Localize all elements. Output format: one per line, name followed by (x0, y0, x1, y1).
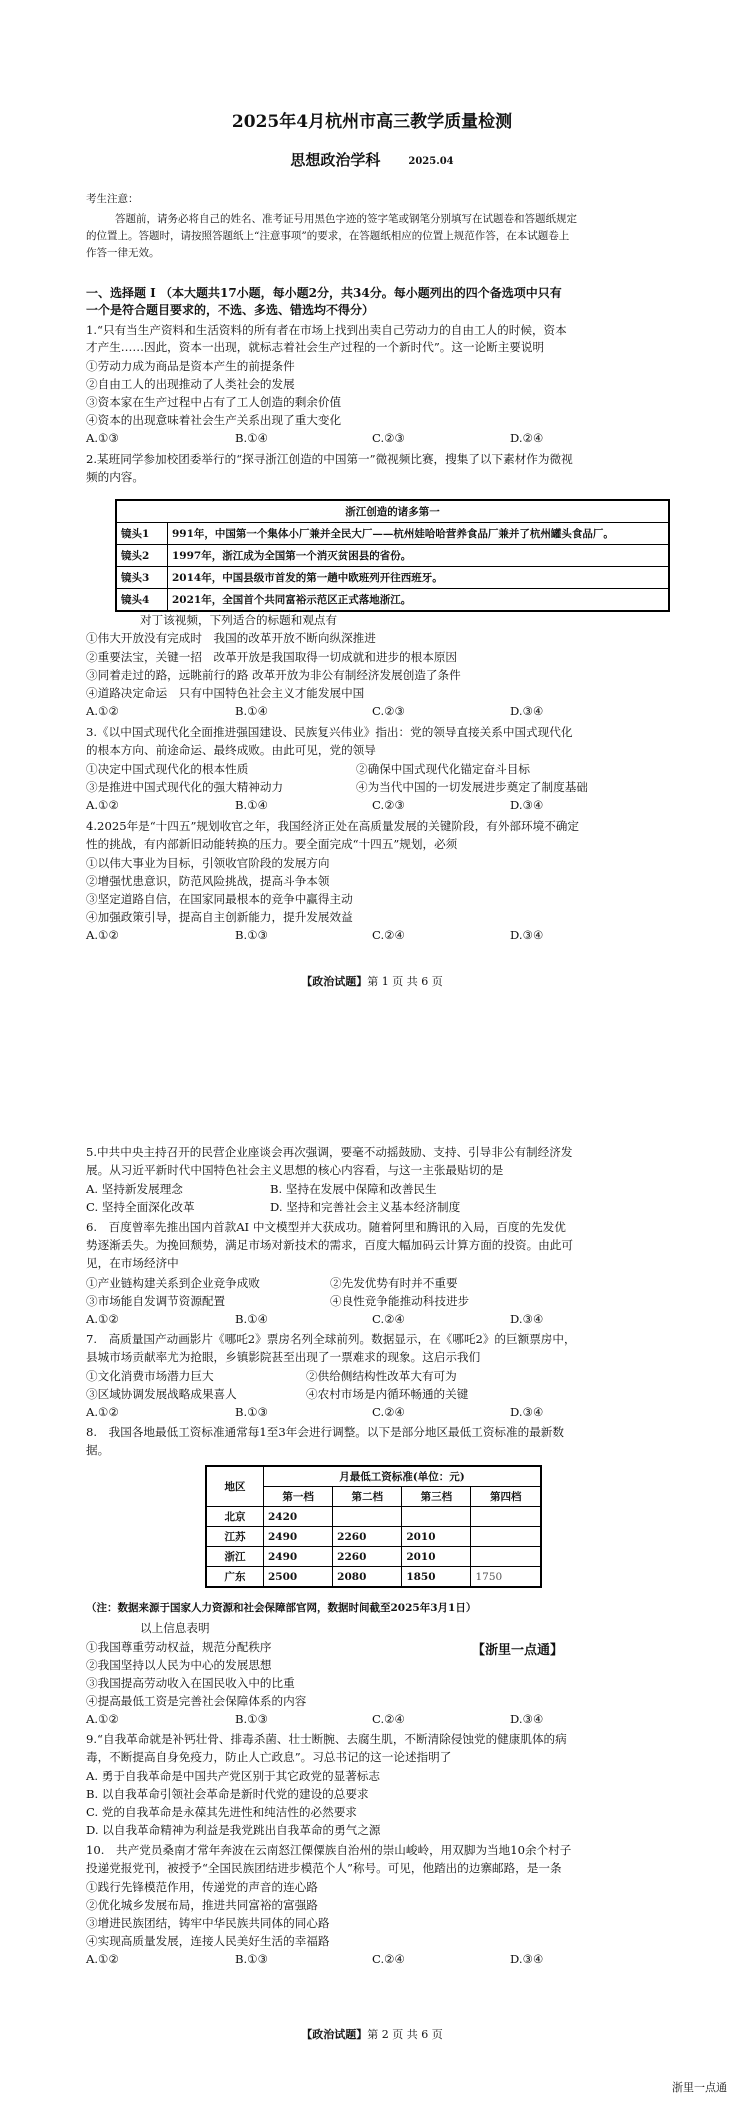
row-label: 镜头1 (116, 523, 168, 545)
q2-option: D.③④ (510, 704, 544, 718)
q8-item: ①我国尊重劳动权益，规范分配秩序 (86, 1640, 272, 1654)
page-footer (0, 2026, 744, 2042)
row-label: 镜头3 (116, 567, 168, 589)
q5-option: A. 坚持新发展理念 (86, 1182, 183, 1196)
column-header: 第四档 (471, 1487, 541, 1507)
q3-option: C.②③ (372, 798, 405, 812)
row-label: 镜头2 (116, 545, 168, 567)
table-row (116, 523, 669, 545)
q4-option: D.③④ (510, 928, 544, 942)
q1-option: D.②④ (510, 431, 544, 445)
notice-line: 答题前，请务必将自己的姓名、准考证号用黑色字迹的签字笔或钢笔分别填写在试题卷和答题纸规定 (115, 213, 577, 225)
q2-item: ①伟大开放没有完成时 我国的改革开放不断向纵深推进 (86, 631, 376, 645)
q9-option: B. 以自我革命引领社会革命是新时代党的建设的总要求 (86, 1787, 369, 1801)
q4-stem: 性的挑战，有内部新旧动能转换的压力。要全面完成“十四五”规划，必须 (86, 837, 458, 851)
group-header: 月最低工资标准(单位：元) (264, 1466, 542, 1487)
q7-item: ④农村市场是内循环畅通的关键 (306, 1387, 469, 1401)
q3-item: ③是推进中国式现代化的强大精神动力 (86, 780, 284, 794)
q1-item: ④资本的出现意味着社会生产关系出现了重大变化 (86, 413, 342, 427)
q8-stem: 8. 我国各地最低工资标准通常每1至3年会进行调整。以下是部分地区最低工资标准的最新数 (86, 1425, 564, 1439)
table-row (206, 1527, 541, 1547)
value-cell: 2490 (264, 1527, 333, 1547)
q3-option: B.①④ (235, 798, 268, 812)
q7-stem: 7. 高质量国产动画影片《哪吒2》票房名列全球前列。数据显示，在《哪吒2》的巨额票房中， (86, 1332, 576, 1346)
exam-title: 2025年4月杭州市高三教学质量检测 (231, 112, 513, 132)
q2-option: C.②③ (372, 704, 405, 718)
q1-item: ②自由工人的出现推动了人类社会的发展 (86, 377, 295, 391)
q8-option: B.①③ (235, 1712, 268, 1726)
row-text: 2014年，中国县级市首发的第一趟中欧班列开往西班牙。 (168, 567, 670, 589)
q4-stem: 4.2025年是“十四五”规划收官之年，我国经济正处在高质量发展的关键阶段，有外部环境不确定 (86, 819, 579, 833)
q5-option: C. 坚持全面深化改革 (86, 1200, 195, 1214)
q7-item: ①文化消费市场潜力巨大 (86, 1369, 214, 1383)
q9-stem: 毒，不断提高自身免疫力，防止人亡政息”。习总书记的这一论述指明了 (86, 1750, 452, 1764)
q3-item: ①决定中国式现代化的根本性质 (86, 762, 249, 776)
table-row (116, 567, 669, 589)
q8-item: ③我国提高劳动收入在国民收入中的比重 (86, 1676, 295, 1690)
column-header: 第二档 (333, 1487, 402, 1507)
region-cell: 浙江 (206, 1547, 264, 1567)
q6-option: D.③④ (510, 1312, 544, 1326)
q4-item: ①以伟大事业为目标，引领收官阶段的发展方向 (86, 856, 330, 870)
value-cell: 2420 (264, 1507, 333, 1527)
value-cell: 1750 (471, 1567, 541, 1588)
q8-note: （注：数据来源于国家人力资源和社会保障部官网，数据时间截至2025年3月1日） (86, 1602, 477, 1614)
q4-item: ②增强忧患意识，防范风险挑战，提高斗争本领 (86, 874, 330, 888)
q6-option: A.①② (86, 1312, 119, 1326)
q1-item: ①劳动力成为商品是资本产生的前提条件 (86, 359, 295, 373)
q3-item: ②确保中国式现代化锚定奋斗目标 (356, 762, 530, 776)
q4-item: ④加强政策引导，提高自主创新能力，提升发展效益 (86, 910, 353, 924)
q8-item: ②我国坚持以人民为中心的发展思想 (86, 1658, 272, 1672)
footer-label: 【政治试题】 (301, 975, 368, 988)
q10-stem: 10. 共产党员桑南才常年奔波在云南怒江傈僳族自治州的崇山峻岭，用双脚为当地10余个村子 (86, 1843, 572, 1857)
q1-option: A.①③ (86, 431, 119, 445)
value-cell: 2010 (402, 1547, 471, 1567)
q4-option: C.②④ (372, 928, 405, 942)
region-cell: 广东 (206, 1567, 264, 1588)
q2-option: A.①② (86, 704, 119, 718)
q6-item: ③市场能自发调节资源配置 (86, 1294, 226, 1308)
zhejiang-firsts-table (115, 499, 670, 612)
subject-name: 思想政治学科 (290, 151, 381, 169)
table-title: 浙江创造的诸多第一 (116, 500, 669, 523)
q5-option: B. 坚持在发展中保障和改善民生 (270, 1182, 437, 1196)
q5-stem: 5.中共中央主持召开的民营企业座谈会再次强调，要毫不动摇鼓励、支持、引导非公有制经济发 (86, 1145, 573, 1159)
q6-item: ①产业链构建关系到企业竞争成败 (86, 1276, 260, 1290)
q10-stem: 投递党报党刊，被授予“全国民族团结进步模范个人”称号。可见，他踏出的边寨邮路，是一条 (86, 1861, 562, 1875)
q7-item: ②供给侧结构性改革大有可为 (306, 1369, 457, 1383)
q7-item: ③区域协调发展战略成果喜人 (86, 1387, 237, 1401)
q10-option: C.②④ (372, 1952, 405, 1966)
region-header: 地区 (206, 1466, 264, 1507)
q3-item: ④为当代中国的一切发展进步奠定了制度基础 (356, 780, 588, 794)
value-cell (471, 1527, 541, 1547)
value-cell: 2080 (333, 1567, 402, 1588)
table-row (206, 1547, 541, 1567)
section-heading: 一个是符合题目要求的，不选、多选、错选均不得分） (86, 303, 375, 317)
q9-option: C. 党的自我革命是永葆其先进性和纯洁性的必然要求 (86, 1805, 357, 1819)
q10-item: ①践行先锋模范作用，传递党的声音的连心路 (86, 1880, 318, 1894)
q8-item: ④提高最低工资是完善社会保障体系的内容 (86, 1694, 307, 1708)
q7-option: D.③④ (510, 1405, 544, 1419)
q6-option: C.②④ (372, 1312, 405, 1326)
q3-stem: 3.《以中国式现代化全面推进强国建设、民族复兴伟业》指出：党的领导直接关系中国式现代化 (86, 725, 573, 739)
table-row (206, 1567, 541, 1588)
q6-item: ②先发优势有时并不重要 (330, 1276, 458, 1290)
footer-label: 【政治试题】 (301, 2028, 368, 2041)
q1-stem: 才产生……因此，资本一出现，就标志着社会生产过程的一个新时代”。这一论断主要说明 (86, 340, 545, 354)
q3-option: D.③④ (510, 798, 544, 812)
notice-label: 考生注意： (86, 193, 139, 205)
region-cell: 江苏 (206, 1527, 264, 1547)
min-wage-table (205, 1465, 542, 1588)
q4-item: ③坚定道路自信，在国家同最根本的竞争中赢得主动 (86, 892, 353, 906)
q2-item: ④道路决定命运 只有中国特色社会主义才能发展中国 (86, 686, 365, 700)
q1-option: C.②③ (372, 431, 405, 445)
region-cell: 北京 (206, 1507, 264, 1527)
q8-option: C.②④ (372, 1712, 405, 1726)
q8-lead: 以上信息表明 (140, 1621, 210, 1635)
value-cell: 2260 (333, 1547, 402, 1567)
q8-option: A.①② (86, 1712, 119, 1726)
footer-page: 第 1 页 共 6 页 (367, 975, 443, 988)
table-row (206, 1507, 541, 1527)
q4-option: A.①② (86, 928, 119, 942)
value-cell: 2500 (264, 1567, 333, 1588)
row-text: 2021年，全国首个共同富裕示范区正式落地浙江。 (168, 589, 670, 612)
q1-option: B.①④ (235, 431, 268, 445)
q7-stem: 县城市场贡献率尤为抢眼，乡镇影院甚至出现了一票难求的现象。这启示我们 (86, 1350, 481, 1364)
notice-line: 作答一律无效。 (86, 247, 160, 259)
q8-stem: 据。 (86, 1443, 110, 1457)
q8-option: D.③④ (510, 1712, 544, 1726)
value-cell (471, 1547, 541, 1567)
q6-stem: 6. 百度曾率先推出国内首款AI 中文模型并大获成功。随着阿里和腾讯的入局，百度的先发优 (86, 1220, 566, 1234)
value-cell (402, 1507, 471, 1527)
value-cell (333, 1507, 402, 1527)
q6-item: ④良性竞争能推动科技进步 (330, 1294, 470, 1308)
q10-option: A.①② (86, 1952, 119, 1966)
q7-option: A.①② (86, 1405, 119, 1419)
value-cell: 2260 (333, 1527, 402, 1547)
watermark-label: 【浙里一点通】 (472, 1643, 564, 1658)
value-cell: 1850 (402, 1567, 471, 1588)
brand-watermark: 浙里一点通 (672, 2081, 727, 2094)
q2-lead: 对丁该视频，下列适合的标题和观点有 (140, 613, 338, 627)
table-row (116, 589, 669, 612)
q7-option: B.①③ (235, 1405, 268, 1419)
footer-page: 第 2 页 共 6 页 (367, 2028, 443, 2041)
section-heading: 一、选择题 Ⅰ （本大题共17小题，每小题2分，共34分。每小题列出的四个备选项中只有 (86, 286, 562, 300)
q10-option: D.③④ (510, 1952, 544, 1966)
q2-stem: 2.某班同学参加校团委举行的“探寻浙江创造的中国第一”微视频比赛，搜集了以下素材作为微视 (86, 452, 573, 466)
page-footer (0, 973, 744, 989)
q9-option: A. 勇于自我革命是中国共产党区别于其它政党的显著标志 (86, 1769, 380, 1783)
value-cell: 2490 (264, 1547, 333, 1567)
column-header: 第三档 (402, 1487, 471, 1507)
row-text: 991年，中国第一个集体小厂兼并全民大厂——杭州娃哈哈营养食品厂兼并了杭州罐头食品厂。 (168, 523, 670, 545)
q5-stem: 展。从习近平新时代中国特色社会主义思想的核心内容看，与这一主张最贴切的是 (86, 1163, 504, 1177)
q1-stem: 1.“只有当生产资料和生活资料的所有者在市场上找到出卖自己劳动力的自由工人的时候，资本 (86, 323, 567, 337)
table-row (116, 545, 669, 567)
q2-stem: 频的内容。 (86, 470, 144, 484)
column-header: 第一档 (264, 1487, 333, 1507)
q9-stem: 9.“自我革命就是补钙壮骨、排毒杀菌、壮士断腕、去腐生肌，不断清除侵蚀党的健康肌体的病 (86, 1732, 567, 1746)
q3-stem: 的根本方向、前途命运、最终成败。由此可见，党的领导 (86, 743, 376, 757)
page-1 (0, 0, 744, 1045)
q6-stem: 势逐渐丢失。为挽回颓势，满足市场对新技术的需求，百度大幅加码云计算方面的投资。由此可 (86, 1238, 573, 1252)
row-text: 1997年，浙江成为全国第一个消灭贫困县的省份。 (168, 545, 670, 567)
q3-option: A.①② (86, 798, 119, 812)
value-cell: 2010 (402, 1527, 471, 1547)
q6-option: B.①④ (235, 1312, 268, 1326)
q5-option: D. 坚持和完善社会主义基本经济制度 (270, 1200, 461, 1214)
q2-item: ③同着走过的路，远眺前行的路 改革开放为非公有制经济发展创造了条件 (86, 668, 461, 682)
q4-option: B.①③ (235, 928, 268, 942)
q10-item: ④实现高质量发展，连接人民美好生活的幸福路 (86, 1934, 330, 1948)
q10-option: B.①③ (235, 1952, 268, 1966)
q9-option: D. 以自我革命精神为利益是我党跳出自我革命的勇气之源 (86, 1823, 381, 1837)
q7-option: C.②④ (372, 1405, 405, 1419)
exam-subtitle (0, 149, 744, 170)
notice-line: 的位置上。答题时，请按照答题纸上“注意事项”的要求，在答题纸相应的位置上规范作答，在本试题卷上 (86, 230, 570, 242)
q1-item: ③资本家在生产过程中占有了工人创造的剩余价值 (86, 395, 342, 409)
row-label: 镜头4 (116, 589, 168, 612)
q2-option: B.①④ (235, 704, 268, 718)
q6-stem: 见，在市场经济中 (86, 1256, 179, 1270)
q10-item: ②优化城乡发展布局，推进共同富裕的富强路 (86, 1898, 318, 1912)
exam-date: 2025.04 (408, 155, 454, 167)
q2-item: ②重要法宝，关键一招 改革开放是我国取得一切成就和进步的根本原因 (86, 650, 458, 664)
value-cell (471, 1507, 541, 1527)
q10-item: ③增进民族团结，铸牢中华民族共同体的同心路 (86, 1916, 330, 1930)
